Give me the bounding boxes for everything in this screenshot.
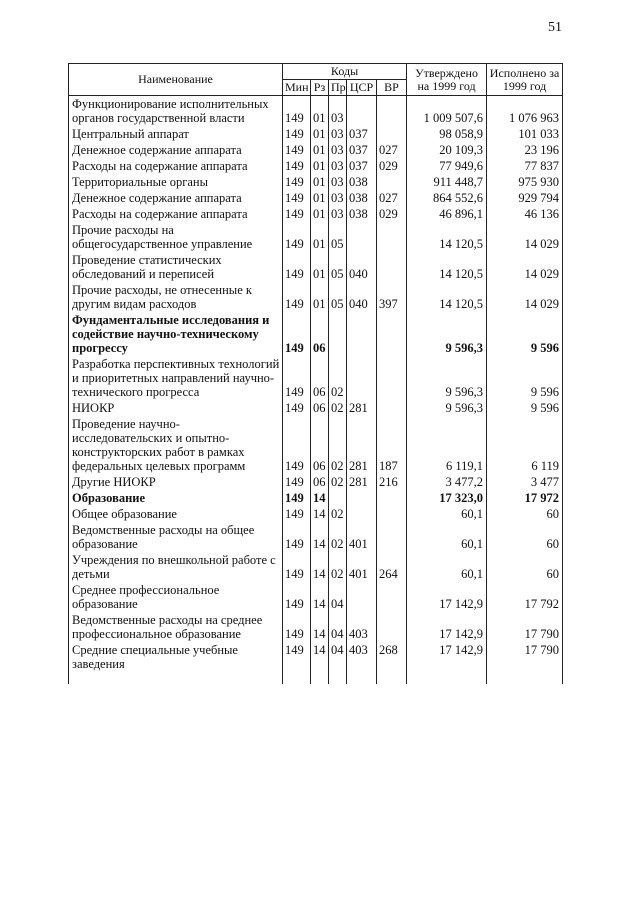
name-column-header: Наименование (69, 64, 283, 96)
csr-code-cell: 038 (347, 206, 377, 222)
rz-code-cell: 14 (311, 612, 329, 642)
table-row (69, 282, 563, 312)
rz-code-cell: 06 (311, 400, 329, 416)
min-code-cell: 149 (283, 126, 311, 142)
executed-amount-cell: 929 794 (487, 190, 563, 206)
csr-code-cell (347, 312, 377, 356)
approved-amount-cell: 14 120,5 (407, 282, 487, 312)
min-code-cell: 149 (283, 506, 311, 522)
name-cell: Расходы на содержание аппарата (69, 158, 283, 174)
rz-code-cell: 06 (311, 416, 329, 474)
code-header-min: Мин (283, 80, 311, 96)
vr-code-cell (377, 174, 407, 190)
vr-code-cell (377, 222, 407, 252)
executed-amount-cell: 17 972 (487, 490, 563, 506)
executed-amount-cell: 46 136 (487, 206, 563, 222)
table-row (69, 522, 563, 552)
csr-code-cell: 038 (347, 190, 377, 206)
approved-amount-cell: 1 009 507,6 (407, 96, 487, 127)
rz-code-cell: 01 (311, 126, 329, 142)
min-code-cell: 149 (283, 142, 311, 158)
approved-amount-cell: 3 477,2 (407, 474, 487, 490)
approved-amount-cell: 17 142,9 (407, 612, 487, 642)
rz-code-cell: 14 (311, 582, 329, 612)
executed-amount-cell: 17 790 (487, 642, 563, 684)
approved-amount-cell: 9 596,3 (407, 312, 487, 356)
vr-code-cell (377, 252, 407, 282)
executed-amount-cell: 14 029 (487, 282, 563, 312)
rz-code-cell: 01 (311, 190, 329, 206)
code-header-pr: Пр (329, 80, 347, 96)
executed-amount-cell: 60 (487, 552, 563, 582)
rz-code-cell: 01 (311, 282, 329, 312)
name-cell: Расходы на содержание аппарата (69, 206, 283, 222)
executed-amount-cell: 14 029 (487, 222, 563, 252)
executed-amount-cell: 9 596 (487, 356, 563, 400)
name-cell: Проведение научно-исследовательских и опытно-конструкторских работ в рамках федеральных целевых программ (69, 416, 283, 474)
table-row (69, 142, 563, 158)
executed-amount-cell: 23 196 (487, 142, 563, 158)
executed-amount-cell: 14 029 (487, 252, 563, 282)
name-cell: Учреждения по внешкольной работе с детьми (69, 552, 283, 582)
pr-code-cell: 03 (329, 174, 347, 190)
approved-amount-cell: 6 119,1 (407, 416, 487, 474)
approved-amount-cell: 14 120,5 (407, 252, 487, 282)
pr-code-cell: 03 (329, 142, 347, 158)
approved-amount-cell: 46 896,1 (407, 206, 487, 222)
min-code-cell: 149 (283, 612, 311, 642)
rz-code-cell: 01 (311, 222, 329, 252)
pr-code-cell (329, 312, 347, 356)
vr-code-cell: 187 (377, 416, 407, 474)
table-row (69, 612, 563, 642)
code-header-rz: Рз (311, 80, 329, 96)
min-code-cell: 149 (283, 400, 311, 416)
table-row (69, 174, 563, 190)
vr-code-cell: 264 (377, 552, 407, 582)
pr-code-cell: 05 (329, 282, 347, 312)
rz-code-cell: 06 (311, 312, 329, 356)
min-code-cell: 149 (283, 312, 311, 356)
executed-amount-cell: 6 119 (487, 416, 563, 474)
csr-code-cell (347, 490, 377, 506)
header-row (69, 64, 563, 80)
name-cell: Другие НИОКР (69, 474, 283, 490)
table-body (69, 96, 563, 685)
table-row (69, 190, 563, 206)
approved-amount-cell: 98 058,9 (407, 126, 487, 142)
executed-amount-cell: 975 930 (487, 174, 563, 190)
pr-code-cell: 03 (329, 96, 347, 127)
name-cell: Образование (69, 490, 283, 506)
vr-code-cell: 029 (377, 158, 407, 174)
min-code-cell: 149 (283, 96, 311, 127)
table-row (69, 506, 563, 522)
min-code-cell: 149 (283, 206, 311, 222)
vr-code-cell (377, 506, 407, 522)
approved-amount-cell: 20 109,3 (407, 142, 487, 158)
table-row (69, 158, 563, 174)
csr-code-cell: 037 (347, 142, 377, 158)
pr-code-cell: 04 (329, 642, 347, 684)
rz-code-cell: 14 (311, 506, 329, 522)
pr-code-cell: 03 (329, 158, 347, 174)
approved-amount-cell: 9 596,3 (407, 400, 487, 416)
pr-code-cell: 03 (329, 126, 347, 142)
table-row (69, 356, 563, 400)
rz-code-cell: 14 (311, 522, 329, 552)
csr-code-cell (347, 356, 377, 400)
table-row (69, 490, 563, 506)
executed-column-header: Исполнено за 1999 год (487, 64, 563, 96)
vr-code-cell (377, 126, 407, 142)
min-code-cell: 149 (283, 552, 311, 582)
table-row (69, 400, 563, 416)
csr-code-cell: 403 (347, 642, 377, 684)
vr-code-cell (377, 490, 407, 506)
approved-amount-cell: 17 323,0 (407, 490, 487, 506)
pr-code-cell: 02 (329, 356, 347, 400)
vr-code-cell (377, 356, 407, 400)
vr-code-cell: 029 (377, 206, 407, 222)
csr-code-cell: 281 (347, 416, 377, 474)
pr-code-cell: 05 (329, 222, 347, 252)
csr-code-cell: 040 (347, 252, 377, 282)
pr-code-cell: 02 (329, 506, 347, 522)
table-row (69, 312, 563, 356)
name-cell: Фундаментальные исследования и содействие научно-техническому прогрессу (69, 312, 283, 356)
pr-code-cell: 02 (329, 474, 347, 490)
rz-code-cell: 01 (311, 142, 329, 158)
approved-amount-cell: 864 552,6 (407, 190, 487, 206)
rz-code-cell: 14 (311, 552, 329, 582)
executed-amount-cell: 17 790 (487, 612, 563, 642)
approved-amount-cell: 60,1 (407, 552, 487, 582)
executed-amount-cell: 77 837 (487, 158, 563, 174)
pr-code-cell: 03 (329, 206, 347, 222)
vr-code-cell: 027 (377, 142, 407, 158)
approved-column-header: Утверждено на 1999 год (407, 64, 487, 96)
executed-amount-cell: 9 596 (487, 400, 563, 416)
pr-code-cell (329, 490, 347, 506)
min-code-cell: 149 (283, 282, 311, 312)
min-code-cell: 149 (283, 474, 311, 490)
codes-column-header: Коды (283, 64, 407, 80)
executed-amount-cell: 9 596 (487, 312, 563, 356)
approved-amount-cell: 17 142,9 (407, 582, 487, 612)
budget-table (68, 63, 563, 684)
csr-code-cell (347, 222, 377, 252)
pr-code-cell: 02 (329, 416, 347, 474)
vr-code-cell: 216 (377, 474, 407, 490)
table-row (69, 582, 563, 612)
executed-amount-cell: 60 (487, 522, 563, 552)
name-cell: Центральный аппарат (69, 126, 283, 142)
vr-code-cell (377, 582, 407, 612)
rz-code-cell: 14 (311, 642, 329, 684)
approved-amount-cell: 60,1 (407, 506, 487, 522)
csr-code-cell: 281 (347, 400, 377, 416)
csr-code-cell: 401 (347, 522, 377, 552)
min-code-cell: 149 (283, 522, 311, 552)
name-cell: Функционирование исполнительных органов государственной власти (69, 96, 283, 127)
executed-amount-cell: 3 477 (487, 474, 563, 490)
min-code-cell: 149 (283, 190, 311, 206)
vr-code-cell: 027 (377, 190, 407, 206)
vr-code-cell (377, 400, 407, 416)
min-code-cell: 149 (283, 642, 311, 684)
approved-amount-cell: 9 596,3 (407, 356, 487, 400)
pr-code-cell: 02 (329, 552, 347, 582)
table-row (69, 642, 563, 684)
csr-code-cell: 281 (347, 474, 377, 490)
pr-code-cell: 02 (329, 522, 347, 552)
executed-amount-cell: 17 792 (487, 582, 563, 612)
vr-code-cell (377, 522, 407, 552)
csr-code-cell: 038 (347, 174, 377, 190)
min-code-cell: 149 (283, 222, 311, 252)
executed-amount-cell: 101 033 (487, 126, 563, 142)
name-cell: Территориальные органы (69, 174, 283, 190)
table-row (69, 126, 563, 142)
min-code-cell: 149 (283, 252, 311, 282)
name-cell: НИОКР (69, 400, 283, 416)
rz-code-cell: 06 (311, 474, 329, 490)
table-row (69, 96, 563, 127)
csr-code-cell: 401 (347, 552, 377, 582)
name-cell: Ведомственные расходы на общее образование (69, 522, 283, 552)
vr-code-cell: 397 (377, 282, 407, 312)
rz-code-cell: 01 (311, 174, 329, 190)
csr-code-cell: 037 (347, 126, 377, 142)
min-code-cell: 149 (283, 582, 311, 612)
approved-amount-cell: 60,1 (407, 522, 487, 552)
name-cell: Проведение статистических обследований и переписей (69, 252, 283, 282)
csr-code-cell: 040 (347, 282, 377, 312)
code-header-csr: ЦСР (347, 80, 377, 96)
name-cell: Денежное содержание аппарата (69, 142, 283, 158)
pr-code-cell: 04 (329, 582, 347, 612)
table-row (69, 252, 563, 282)
name-cell: Общее образование (69, 506, 283, 522)
csr-code-cell: 037 (347, 158, 377, 174)
min-code-cell: 149 (283, 174, 311, 190)
rz-code-cell: 01 (311, 252, 329, 282)
name-cell: Средние специальные учебные заведения (69, 642, 283, 684)
min-code-cell: 149 (283, 416, 311, 474)
vr-code-cell (377, 96, 407, 127)
name-cell: Среднее профессиональное образование (69, 582, 283, 612)
rz-code-cell: 01 (311, 158, 329, 174)
rz-code-cell: 06 (311, 356, 329, 400)
table-row (69, 474, 563, 490)
vr-code-cell (377, 312, 407, 356)
min-code-cell: 149 (283, 490, 311, 506)
pr-code-cell: 04 (329, 612, 347, 642)
name-cell: Ведомственные расходы на среднее профессиональное образование (69, 612, 283, 642)
min-code-cell: 149 (283, 158, 311, 174)
table-row (69, 206, 563, 222)
csr-code-cell (347, 506, 377, 522)
rz-code-cell: 01 (311, 206, 329, 222)
vr-code-cell: 268 (377, 642, 407, 684)
table-row (69, 416, 563, 474)
name-cell: Прочие расходы, не отнесенные к другим видам расходов (69, 282, 283, 312)
rz-code-cell: 14 (311, 490, 329, 506)
name-cell: Разработка перспективных технологий и приоритетных направлений научно-технического прогресса (69, 356, 283, 400)
min-code-cell: 149 (283, 356, 311, 400)
vr-code-cell (377, 612, 407, 642)
name-cell: Денежное содержание аппарата (69, 190, 283, 206)
executed-amount-cell: 1 076 963 (487, 96, 563, 127)
code-header-vr: ВР (377, 80, 407, 96)
approved-amount-cell: 911 448,7 (407, 174, 487, 190)
executed-amount-cell: 60 (487, 506, 563, 522)
table-row (69, 222, 563, 252)
csr-code-cell (347, 582, 377, 612)
approved-amount-cell: 77 949,6 (407, 158, 487, 174)
pr-code-cell: 03 (329, 190, 347, 206)
rz-code-cell: 01 (311, 96, 329, 127)
approved-amount-cell: 17 142,9 (407, 642, 487, 684)
pr-code-cell: 02 (329, 400, 347, 416)
name-cell: Прочие расходы на общегосударственное управление (69, 222, 283, 252)
page-number: 51 (548, 20, 562, 35)
table-row (69, 552, 563, 582)
approved-amount-cell: 14 120,5 (407, 222, 487, 252)
csr-code-cell (347, 96, 377, 127)
csr-code-cell: 403 (347, 612, 377, 642)
pr-code-cell: 05 (329, 252, 347, 282)
